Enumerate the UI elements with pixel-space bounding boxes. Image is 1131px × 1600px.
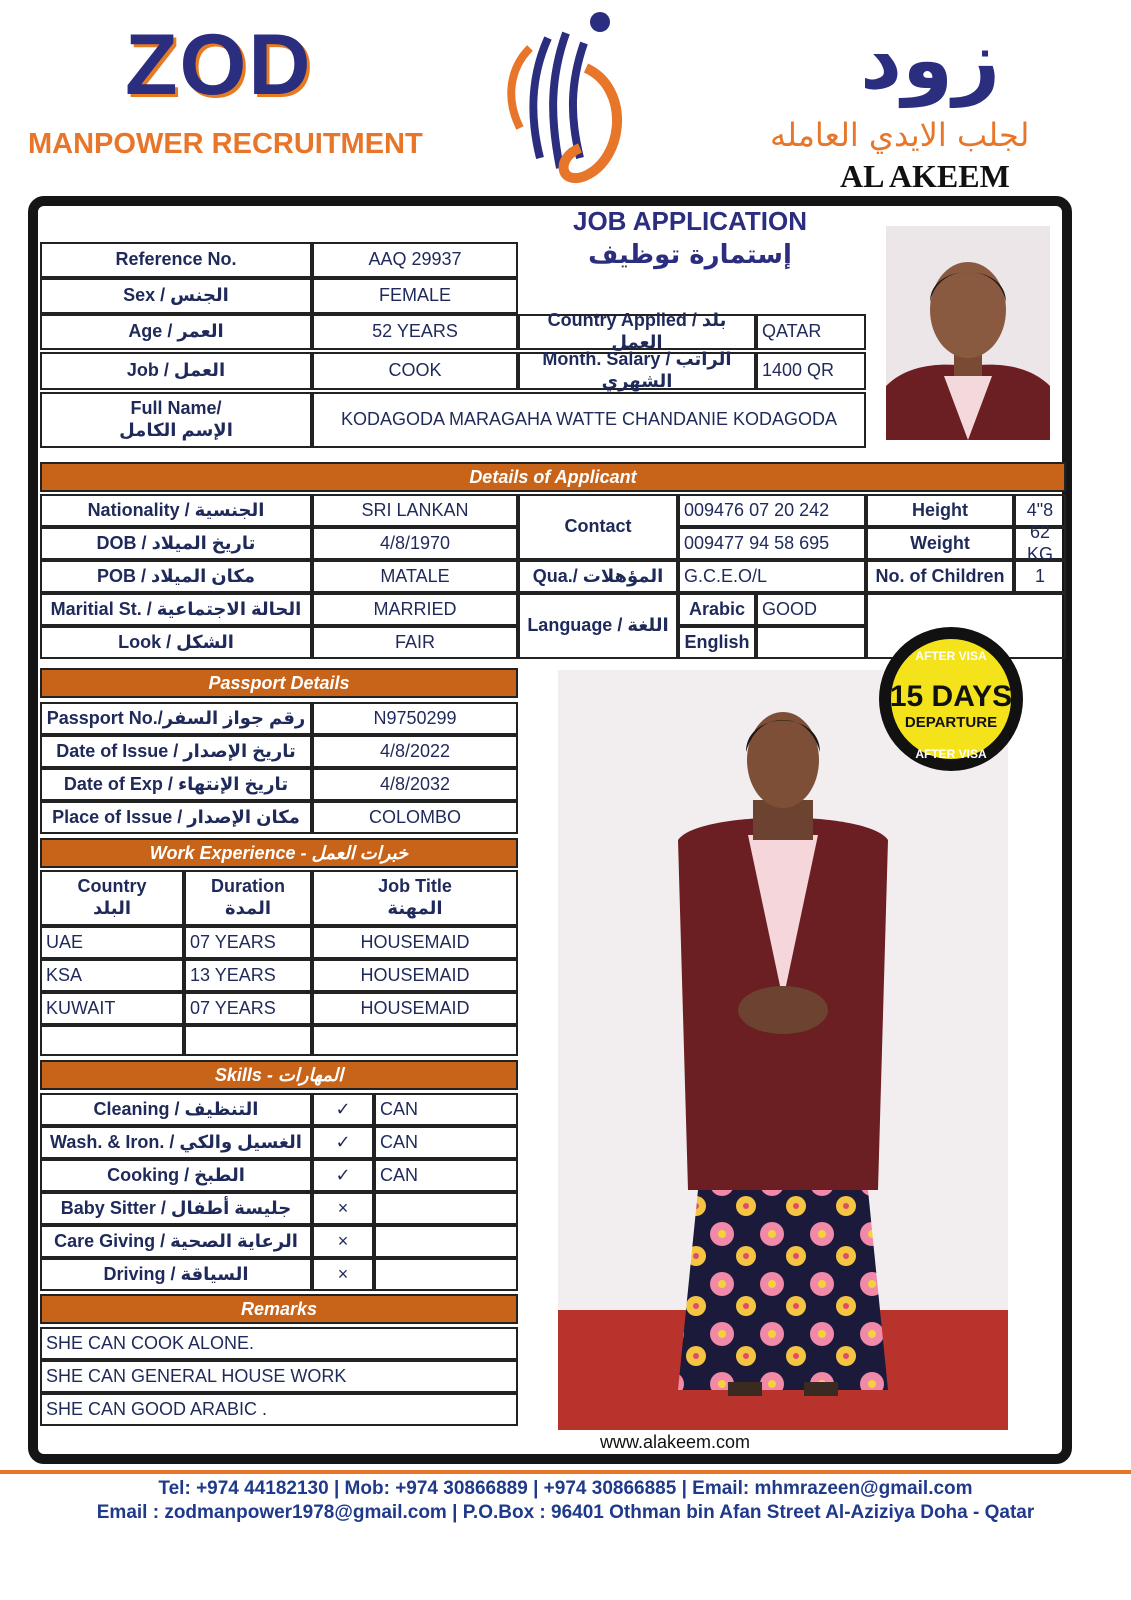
footer-contact-line-2: Email : zodmanpower1978@gmail.com | P.O.Box : 96401 Othman bin Afan Street Al-Aziziya Doha - Qatar xyxy=(96,1502,1035,1523)
col-duration-ar: المدة xyxy=(224,898,272,918)
col-country-ar: البلد xyxy=(92,898,132,918)
marital-label: Maritial St. / الحالة الاجتماعية xyxy=(40,593,312,626)
stamp-bottom-text: AFTER VISA xyxy=(915,747,987,761)
salary-value: 1400 QR xyxy=(756,352,866,390)
job-value: COOK xyxy=(312,352,518,390)
contact-label: Contact xyxy=(518,494,678,560)
exp-job-3: HOUSEMAID xyxy=(312,992,518,1025)
skill-mark-cleaning: ✓ xyxy=(312,1093,374,1126)
col-duration-header xyxy=(184,870,312,926)
form-title-arabic: إستمارة توظيف xyxy=(588,240,792,270)
sex-value: FEMALE xyxy=(312,278,518,314)
remark-line-3: SHE CAN GOOD ARABIC . xyxy=(40,1393,518,1426)
departure-stamp xyxy=(876,624,1026,774)
passport-no-value: N9750299 xyxy=(312,702,518,735)
brand-emblem-icon xyxy=(500,8,640,188)
arabic-value: GOOD xyxy=(756,593,866,626)
issue-place-value: COLOMBO xyxy=(312,801,518,834)
remarks-bar: Remarks xyxy=(40,1294,518,1324)
footer-contact-line-1: Tel: +974 44182130 | Mob: +974 30866889 | +974 30866885 | Email: mhmrazeen@gmail.com xyxy=(158,1478,973,1499)
english-label: English xyxy=(678,626,756,659)
form-title: JOB APPLICATION xyxy=(572,206,807,236)
exp-duration-3: 07 YEARS xyxy=(184,992,312,1025)
col-job-en: Job Title xyxy=(378,876,452,897)
skill-mark-cooking: ✓ xyxy=(312,1159,374,1192)
reference-label: Reference No. xyxy=(40,242,312,278)
exp-job-2: HOUSEMAID xyxy=(312,959,518,992)
exp-country-2: KSA xyxy=(40,959,184,992)
nationality-value: SRI LANKAN xyxy=(312,494,518,527)
brand-arabic-subtitle: لجلب الايدي العامله xyxy=(770,116,1030,154)
marital-value: MARRIED xyxy=(312,593,518,626)
skill-label-babysitter: Baby Sitter / جليسة أطفال xyxy=(40,1192,312,1225)
col-job-ar: المهنة xyxy=(387,898,443,918)
skill-value-cooking: CAN xyxy=(374,1159,518,1192)
col-country-header xyxy=(40,870,184,926)
brand-logo-zod: ZOD xyxy=(125,17,313,113)
col-duration-en: Duration xyxy=(211,876,285,897)
sex-label: Sex / الجنس xyxy=(40,278,312,314)
exp-empty-1 xyxy=(40,1025,184,1056)
stamp-top-text: AFTER VISA xyxy=(915,649,987,663)
reference-value: AAQ 29937 xyxy=(312,242,518,278)
skill-mark-wash: ✓ xyxy=(312,1126,374,1159)
skill-value-driving xyxy=(374,1258,518,1291)
skill-value-wash: CAN xyxy=(374,1126,518,1159)
issue-date-label: Date of Issue / تاريخ الإصدار xyxy=(40,735,312,768)
weight-value: 62 KG xyxy=(1014,527,1066,560)
age-value: 52 YEARS xyxy=(312,314,518,350)
dob-value: 4/8/1970 xyxy=(312,527,518,560)
passport-bar: Passport Details xyxy=(40,668,518,698)
job-label: Job / العمل xyxy=(40,352,312,390)
contact-number-1: 009476 07 20 242 xyxy=(678,494,866,527)
dob-label: DOB / تاريخ الميلاد xyxy=(40,527,312,560)
website-text[interactable]: www.alakeem.com xyxy=(599,1432,751,1452)
salary-label: Month. Salary / الراتب الشهري xyxy=(518,352,756,390)
pob-value: MATALE xyxy=(312,560,518,593)
exp-empty-3 xyxy=(312,1025,518,1056)
applicant-full-photo xyxy=(558,670,1008,1430)
skills-bar: Skills - المهارات xyxy=(40,1060,518,1090)
col-country-en: Country xyxy=(77,876,147,897)
expiry-date-value: 4/8/2032 xyxy=(312,768,518,801)
brand-subtitle: MANPOWER RECRUITMENT xyxy=(28,128,423,160)
qualification-value: G.C.E.O/L xyxy=(678,560,866,593)
exp-job-1: HOUSEMAID xyxy=(312,926,518,959)
skill-label-driving: Driving / السياقة xyxy=(40,1258,312,1291)
issue-place-label: Place of Issue / مكان الإصدار xyxy=(40,801,312,834)
country-applied-label: Country Applied / بلد العمل xyxy=(518,314,756,350)
english-value xyxy=(756,626,866,659)
skill-value-cleaning: CAN xyxy=(374,1093,518,1126)
passport-no-label: Passport No./رقم جواز السفر xyxy=(40,702,312,735)
skill-value-caregiving xyxy=(374,1225,518,1258)
exp-duration-2: 13 YEARS xyxy=(184,959,312,992)
language-label: Language / اللغة xyxy=(518,593,678,659)
expiry-date-label: Date of Exp / تاريخ الإنتهاء xyxy=(40,768,312,801)
age-label: Age / العمر xyxy=(40,314,312,350)
look-value: FAIR xyxy=(312,626,518,659)
skill-label-cooking: Cooking / الطبخ xyxy=(40,1159,312,1192)
pob-label: POB / مكان الميلاد xyxy=(40,560,312,593)
exp-duration-1: 07 YEARS xyxy=(184,926,312,959)
col-job-header xyxy=(312,870,518,926)
remark-line-1: SHE CAN COOK ALONE. xyxy=(40,1327,518,1360)
stamp-big-text: 15 DAYS xyxy=(889,680,1013,713)
issue-date-value: 4/8/2022 xyxy=(312,735,518,768)
stamp-mid-text: DEPARTURE xyxy=(904,714,998,731)
nationality-label: Nationality / الجنسية xyxy=(40,494,312,527)
look-label: Look / الشكل xyxy=(40,626,312,659)
skill-mark-caregiving: × xyxy=(312,1225,374,1258)
children-value: 1 xyxy=(1014,560,1066,593)
fullname-label-ar: الإسم الكامل xyxy=(119,420,233,440)
brand-arabic-logo: زود xyxy=(860,13,1001,108)
country-applied-value: QATAR xyxy=(756,314,866,350)
weight-label: Weight xyxy=(866,527,1014,560)
remark-line-2: SHE CAN GENERAL HOUSE WORK xyxy=(40,1360,518,1393)
qualification-label: Qua./ المؤهلات xyxy=(518,560,678,593)
skill-mark-babysitter: × xyxy=(312,1192,374,1225)
details-bar: Details of Applicant xyxy=(40,462,1066,492)
skill-value-babysitter xyxy=(374,1192,518,1225)
skill-mark-driving: × xyxy=(312,1258,374,1291)
experience-bar: Work Experience - خبرات العمل xyxy=(40,838,518,868)
brand-alakeem: AL AKEEM xyxy=(840,158,1010,194)
children-label: No. of Children xyxy=(866,560,1014,593)
applicant-portrait-photo xyxy=(886,226,1050,440)
skill-label-caregiving: Care Giving / الرعاية الصحية xyxy=(40,1225,312,1258)
fullname-label-en: Full Name/ xyxy=(130,398,222,419)
arabic-label: Arabic xyxy=(678,593,756,626)
exp-empty-2 xyxy=(184,1025,312,1056)
exp-country-1: UAE xyxy=(40,926,184,959)
skill-label-cleaning: Cleaning / التنظيف xyxy=(40,1093,312,1126)
contact-number-2: 009477 94 58 695 xyxy=(678,527,866,560)
height-label: Height xyxy=(866,494,1014,527)
exp-country-3: KUWAIT xyxy=(40,992,184,1025)
fullname-value: KODAGODA MARAGAHA WATTE CHANDANIE KODAGODA xyxy=(312,392,866,448)
height-value: 4"8 xyxy=(1014,494,1066,527)
footer-divider xyxy=(0,1470,1131,1474)
skill-label-wash: Wash. & Iron. / الغسيل والكي xyxy=(40,1126,312,1159)
fullname-label xyxy=(40,392,312,448)
